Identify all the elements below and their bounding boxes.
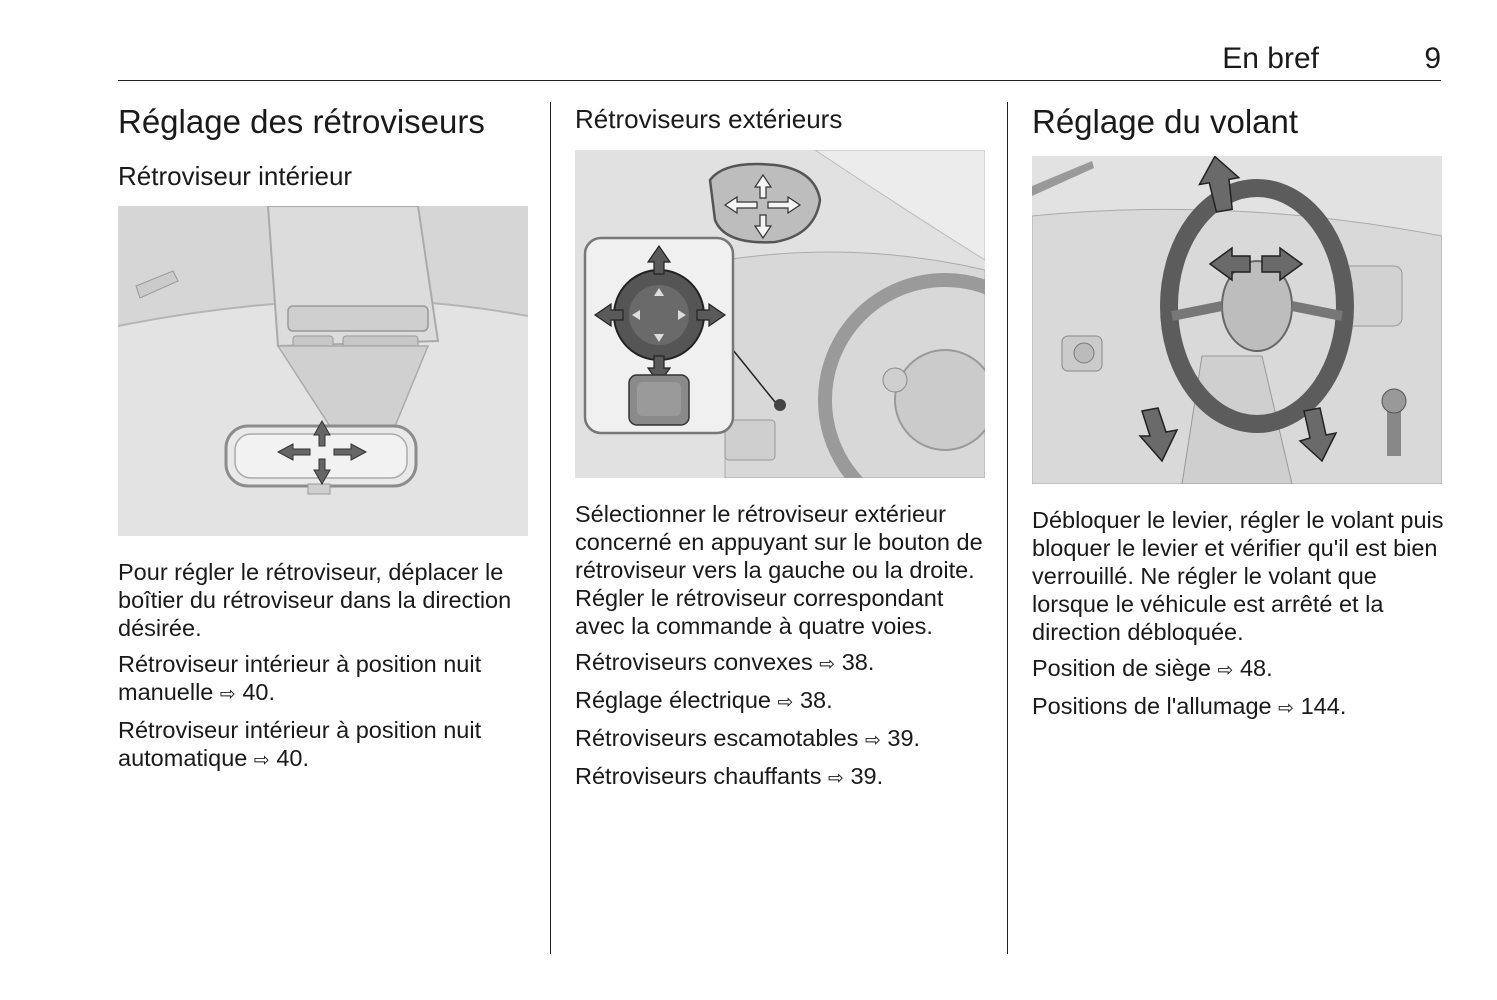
reference-text: Rétroviseurs convexes xyxy=(575,649,813,675)
reference-arrow-icon: ⇨ xyxy=(253,749,270,771)
cross-reference xyxy=(118,650,530,708)
reference-arrow-icon: ⇨ xyxy=(219,683,236,705)
cross-reference xyxy=(1032,692,1444,722)
reference-page[interactable]: 144. xyxy=(1300,693,1347,719)
reference-text: Rétroviseur intérieur à position nuit manuelle xyxy=(118,651,482,705)
paragraph: Débloquer le levier, régler le volant puis bloquer le levier et vérifier qu'il est bien verrouillé. Ne régler le volant que lorsque le véhicule est arrêté et la direction débloquée. xyxy=(1032,507,1444,645)
reference-text: Positions de l'allumage xyxy=(1032,693,1272,719)
page-header xyxy=(118,40,1441,81)
cross-reference xyxy=(575,762,987,792)
reference-page[interactable]: 40. xyxy=(276,745,309,771)
reference-page[interactable]: 39. xyxy=(850,763,884,789)
exterior-mirror-switch-illustration xyxy=(575,150,985,478)
section-title: En bref xyxy=(1222,42,1319,75)
reference-page[interactable]: 38. xyxy=(799,687,833,713)
steering-wheel-adjust-illustration xyxy=(1032,156,1442,484)
section-heading: Réglage du volant xyxy=(1032,103,1299,140)
section-heading: Réglage des rétroviseurs xyxy=(118,103,485,140)
reference-page[interactable]: 48. xyxy=(1239,655,1273,681)
reference-arrow-icon: ⇨ xyxy=(827,767,844,789)
reference-arrow-icon: ⇨ xyxy=(777,691,794,713)
reference-arrow-icon: ⇨ xyxy=(1278,697,1295,719)
interior-mirror-illustration xyxy=(118,206,528,536)
reference-text: Rétroviseurs chauffants xyxy=(575,763,822,789)
column-mirrors-interior xyxy=(118,100,530,194)
page-number: 9 xyxy=(1424,42,1441,75)
cross-reference xyxy=(575,686,987,716)
column-mirrors-exterior xyxy=(575,100,987,137)
reference-arrow-icon: ⇨ xyxy=(1217,659,1234,681)
reference-text: Rétroviseur intérieur à position nuit automatique xyxy=(118,717,482,771)
reference-page[interactable]: 40. xyxy=(242,679,276,705)
paragraph: Pour régler le rétroviseur, déplacer le boîtier du rétroviseur dans la direction désirée. xyxy=(118,559,512,641)
column-divider xyxy=(550,102,551,954)
column1-body xyxy=(118,558,530,774)
cross-reference xyxy=(1032,654,1444,684)
reference-page[interactable]: 38. xyxy=(841,649,875,675)
reference-arrow-icon: ⇨ xyxy=(864,729,881,751)
paragraph: Sélectionner le rétroviseur extérieur concerné en appuyant sur le bouton de rétroviseur vers la gauche ou la droite. Régler le rétroviseur correspondant avec la commande à quatre voies. xyxy=(575,501,983,639)
reference-text: Position de siège xyxy=(1032,655,1211,681)
reference-arrow-icon: ⇨ xyxy=(819,653,836,675)
cross-reference xyxy=(575,648,987,678)
column3-body xyxy=(1032,506,1444,722)
subsection-heading: Rétroviseur intérieur xyxy=(118,161,353,191)
column2-body xyxy=(575,500,987,792)
column-divider xyxy=(1007,102,1008,954)
reference-text: Rétroviseurs escamotables xyxy=(575,725,859,751)
cross-reference xyxy=(118,716,530,774)
reference-page[interactable]: 39. xyxy=(887,725,921,751)
reference-text: Réglage électrique xyxy=(575,687,771,713)
cross-reference xyxy=(575,724,987,754)
subsection-heading: Rétroviseurs extérieurs xyxy=(575,104,843,134)
column-steering-wheel xyxy=(1032,100,1444,144)
